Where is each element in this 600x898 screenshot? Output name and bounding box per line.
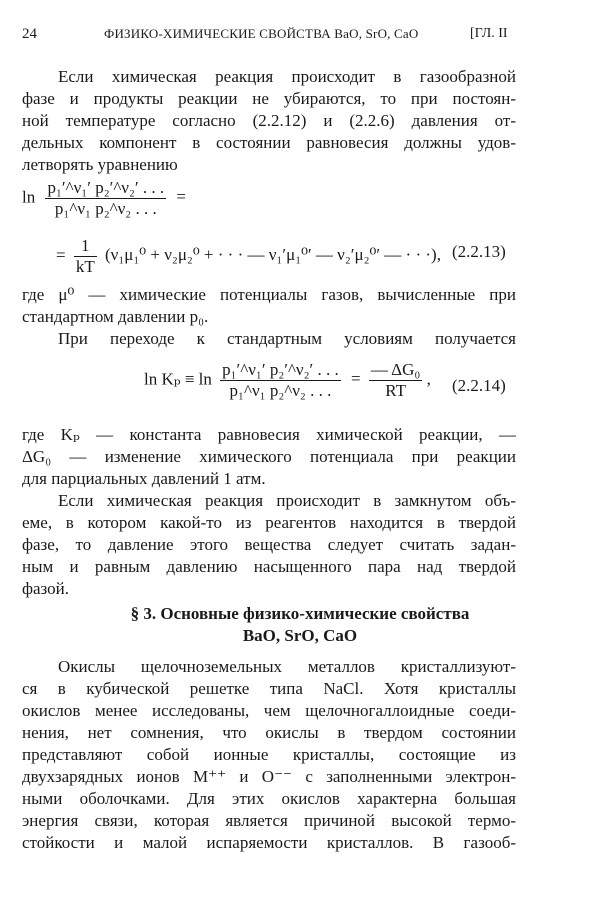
para6-line-5: представляют собой ионные кристаллы, состоящие из	[22, 745, 516, 764]
equation-2-2-14	[144, 360, 431, 401]
numerator: — ΔG₀	[370, 360, 421, 379]
para6-line-6: двухзарядных ионов M⁺⁺ и O⁻⁻ с заполненными электрон-	[22, 767, 516, 786]
potential-sum: (ν₁μ₁⁰ + ν₂μ₂⁰ + · · · — ν₁′μ₁⁰′ — ν₂′μ₂⁰′ — · · ·),	[104, 245, 441, 265]
equation-2-2-13-line-1	[22, 178, 186, 219]
para1-line-5: летворять уравнению	[22, 155, 178, 174]
equals-continuation: =	[56, 245, 66, 265]
section-heading-line-1: § 3. Основные физико-химические свойства	[130, 604, 470, 623]
para6-line-1: Окислы щелочноземельных металлов кристаллизуют-	[58, 657, 516, 676]
equation-2-2-13-line-2	[56, 236, 441, 277]
para6-line-9: стойкости и малой испаряемости кристаллов. В газооб-	[22, 833, 516, 852]
para4-line-1: где Kₚ — константа равновесия химической реакции, —	[22, 425, 516, 444]
equals-sign: =	[351, 369, 361, 389]
para6-line-7: ными оболочками. Для этих окислов характерна большая	[22, 789, 516, 808]
section-heading-line-2: BaO, SrO, CaO	[242, 626, 358, 645]
para5-line-3: фазе, то давление этого вещества следует считать задан-	[22, 535, 516, 554]
pressure-ratio	[45, 178, 166, 219]
pressure-ratio	[220, 360, 341, 401]
para5-line-5: фазой.	[22, 579, 70, 598]
inverse-kt	[74, 236, 97, 277]
para1-line-2: фазе и продукты реакции не убираются, то при постоян-	[22, 89, 516, 108]
ln-kp-lhs: ln Kₚ ≡ ln	[144, 369, 212, 389]
para1-line-3: ной температуре согласно (2.2.12) и (2.2.6) давления от-	[22, 111, 516, 130]
numerator: p₁′^ν₁′ p₂′^ν₂′ . . .	[47, 178, 165, 197]
para2-line-1: где μ⁰ — химические потенциалы газов, вычисленные при	[22, 285, 516, 304]
para5-line-1: Если химическая реакция происходит в замкнутом объ-	[58, 491, 516, 510]
para5-line-4: ным и равным давлению насыщенного пара над твердой	[22, 557, 516, 576]
para2-line-2: стандартном давлении p₀.	[22, 307, 209, 326]
para1-line-1: Если химическая реакция происходит в газообразной	[58, 67, 516, 86]
denominator: p₁^ν₁ p₂^ν₂ . . .	[54, 199, 157, 218]
para3-line-1: При переходе к стандартным условиям получается	[58, 329, 516, 348]
equals-sign: =	[176, 187, 186, 207]
para5-line-2: еме, в котором какой-то из реагентов находится в твердой	[22, 513, 516, 532]
chapter-label: [ГЛ. II	[470, 26, 508, 41]
denominator: kT	[75, 257, 95, 276]
denominator: p₁^ν₁ p₂^ν₂ . . .	[229, 381, 332, 400]
gibbs-fraction	[369, 360, 422, 401]
para6-line-4: нения, нет сомнения, что окислы в твердом состоянии	[22, 723, 516, 742]
denominator: RT	[385, 381, 406, 400]
numerator: 1	[74, 236, 97, 257]
ln-operator: ln	[22, 187, 36, 207]
para1-line-4: дельных компонент в состоянии равновесия должны удов-	[22, 133, 516, 152]
para4-line-3: для парциальных давлений 1 атм.	[22, 469, 266, 488]
page-number: 24	[22, 26, 37, 42]
equation-label: (2.2.13)	[452, 242, 506, 261]
comma: ,	[426, 369, 431, 389]
para6-line-8: энергия связи, которая является причиной высокой термо-	[22, 811, 516, 830]
running-title: ФИЗИКО-ХИМИЧЕСКИЕ СВОЙСТВА BaO, SrO, CaO	[104, 26, 419, 41]
para6-line-3: окислов менее исследованы, чем щелочногаллоидные соеди-	[22, 701, 516, 720]
para6-line-2: ся в кубической решетке типа NaCl. Хотя кристаллы	[22, 679, 516, 698]
equation-label: (2.2.14)	[452, 376, 506, 395]
numerator: p₁′^ν₁′ p₂′^ν₂′ . . .	[222, 360, 339, 379]
para4-line-2: ΔG₀ — изменение химического потенциала при реакции	[22, 447, 516, 466]
